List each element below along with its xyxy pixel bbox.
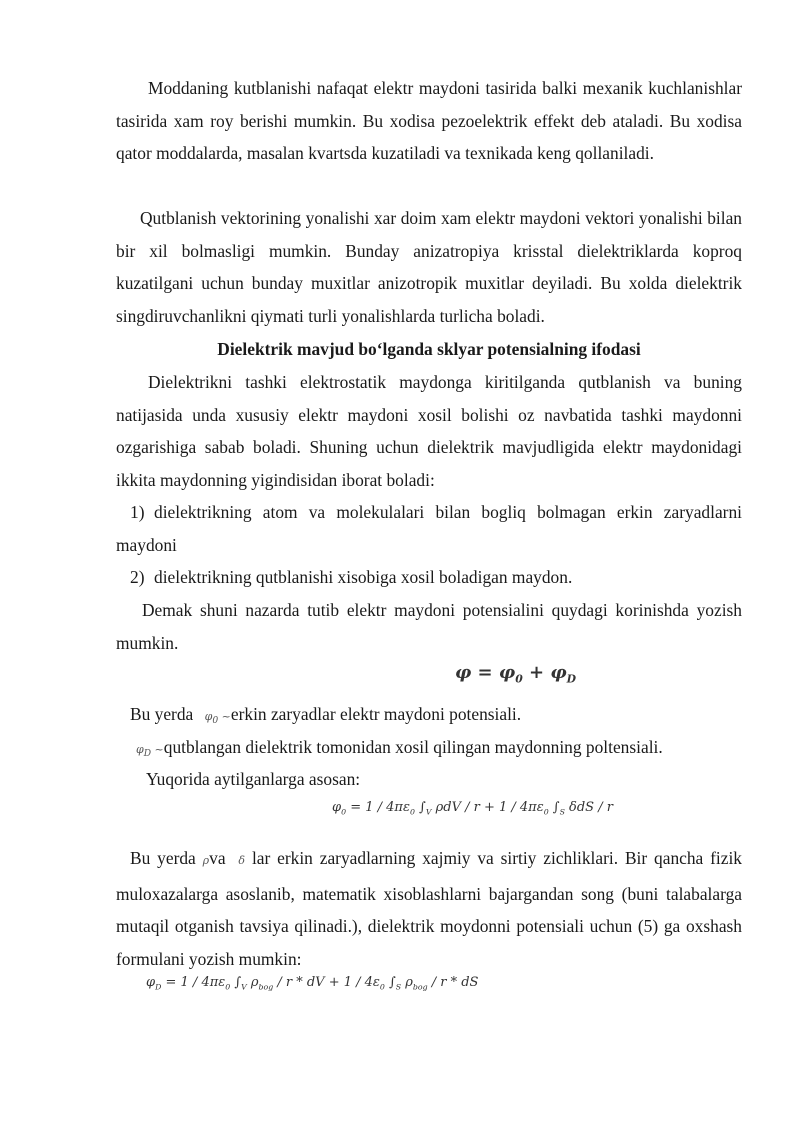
- paragraph-potential: Demak shuni nazarda tutib elektr maydoni potensialini quydagi korinishda yozish mumkin.: [116, 600, 742, 653]
- phiD-symbol: $\varphi_D$ ~: [136, 743, 164, 760]
- formula-phiD-integral: $\varphi_D = 1 / 4\pi\varepsilon_0$ $\int_V$ $\rho_{bog}$ / r * dV + $1 / 4\varepsilon_0$ $\int_S$ $\rho_{bog}$ / r * dS: [146, 975, 479, 992]
- list-item-free-charges: 1) dielektrikning atom va molekulalari bilan bogliq bolmagan erkin zaryadlarni maydoni: [116, 502, 742, 555]
- paragraph-dielectric-field: Dielektrikni tashki elektrostatik maydonga kiritilganda qutblanish va buning natijasida unda xususiy elektr maydoni xosil bolishi oz navbatida tashki maydonni ozgarishiga sabab boladi. Shuning uchun dielektrik mavjudligida elektr maydonidagi ikkita maydonning yigindisidan iborat boladi:: [116, 372, 742, 490]
- paragraph-phiD: $\varphi_D$ ~qutblangan dielektrik tomonidan xosil qilingan maydonning poltensiali.: [136, 737, 663, 760]
- paragraph-piezoelectric: Moddaning kutblanishi nafaqat elektr maydoni tasirida balki mexanik kuchlanishlar tasirida xam roy berishi mumkin. Bu xodisa pezoelektrik effekt deb ataladi. Bu xodisa qator moddalarda, masalan kvartsda kuzatiladi va texnikada keng qollaniladi.: [116, 78, 742, 164]
- section-heading: Dielektrik mavjud bo‘lganda sklyar potensialning ifodasi: [217, 339, 641, 359]
- delta-symbol: δ: [232, 854, 246, 867]
- phi0-symbol: $\varphi_0$ ~: [197, 710, 231, 727]
- rho-symbol: ρ: [202, 854, 210, 867]
- formula-phi0-integral: $\varphi_0 = 1 / 4\pi\varepsilon_0$ $\int_V$ $\rho dV / r + 1 / 4\pi\varepsilon_0$ $\int_S$ δdS / r: [332, 800, 613, 817]
- paragraph-phi0: Bu yerda $\varphi_0$ ~erkin zaryadlar elektr maydoni potensiali.: [130, 704, 522, 727]
- paragraph-densities: Bu yerda ρva δ lar erkin zaryadlarning xajmiy va sirtiy zichliklari. Bir qancha fizik muloxazalarga asoslanib, matematik xisoblashlarni bajargandan song (buni talabalarga mutaqil otganish tavsiya qilinadi.), dielektrik moydonni potensiali uchun (5) ga oxshash formulani yozish mumkin:: [116, 848, 742, 969]
- paragraph-anisotropy: Qutblanish vektorining yonalishi xar doim xam elektr maydoni vektori yonalishi bilan bir xil bolmasligi mumkin. Bunday anizatropiya krisstal dielektriklarda koproq kuzatilgani uchun bunday muxitlar anizotropik muxitlar deyiladi. Bu xolda dielektrik singdiruvchanlikni qiymati turli yonalishlarda turlicha boladi.: [116, 208, 742, 326]
- formula-total-potential: $\varphi = \varphi_0 + \varphi_D$: [455, 662, 576, 686]
- paragraph-based-on: Yuqorida aytilganlarga asosan:: [146, 769, 361, 789]
- list-item-polarization: 2) dielektrikning qutblanishi xisobiga xosil boladigan maydon.: [130, 567, 573, 587]
